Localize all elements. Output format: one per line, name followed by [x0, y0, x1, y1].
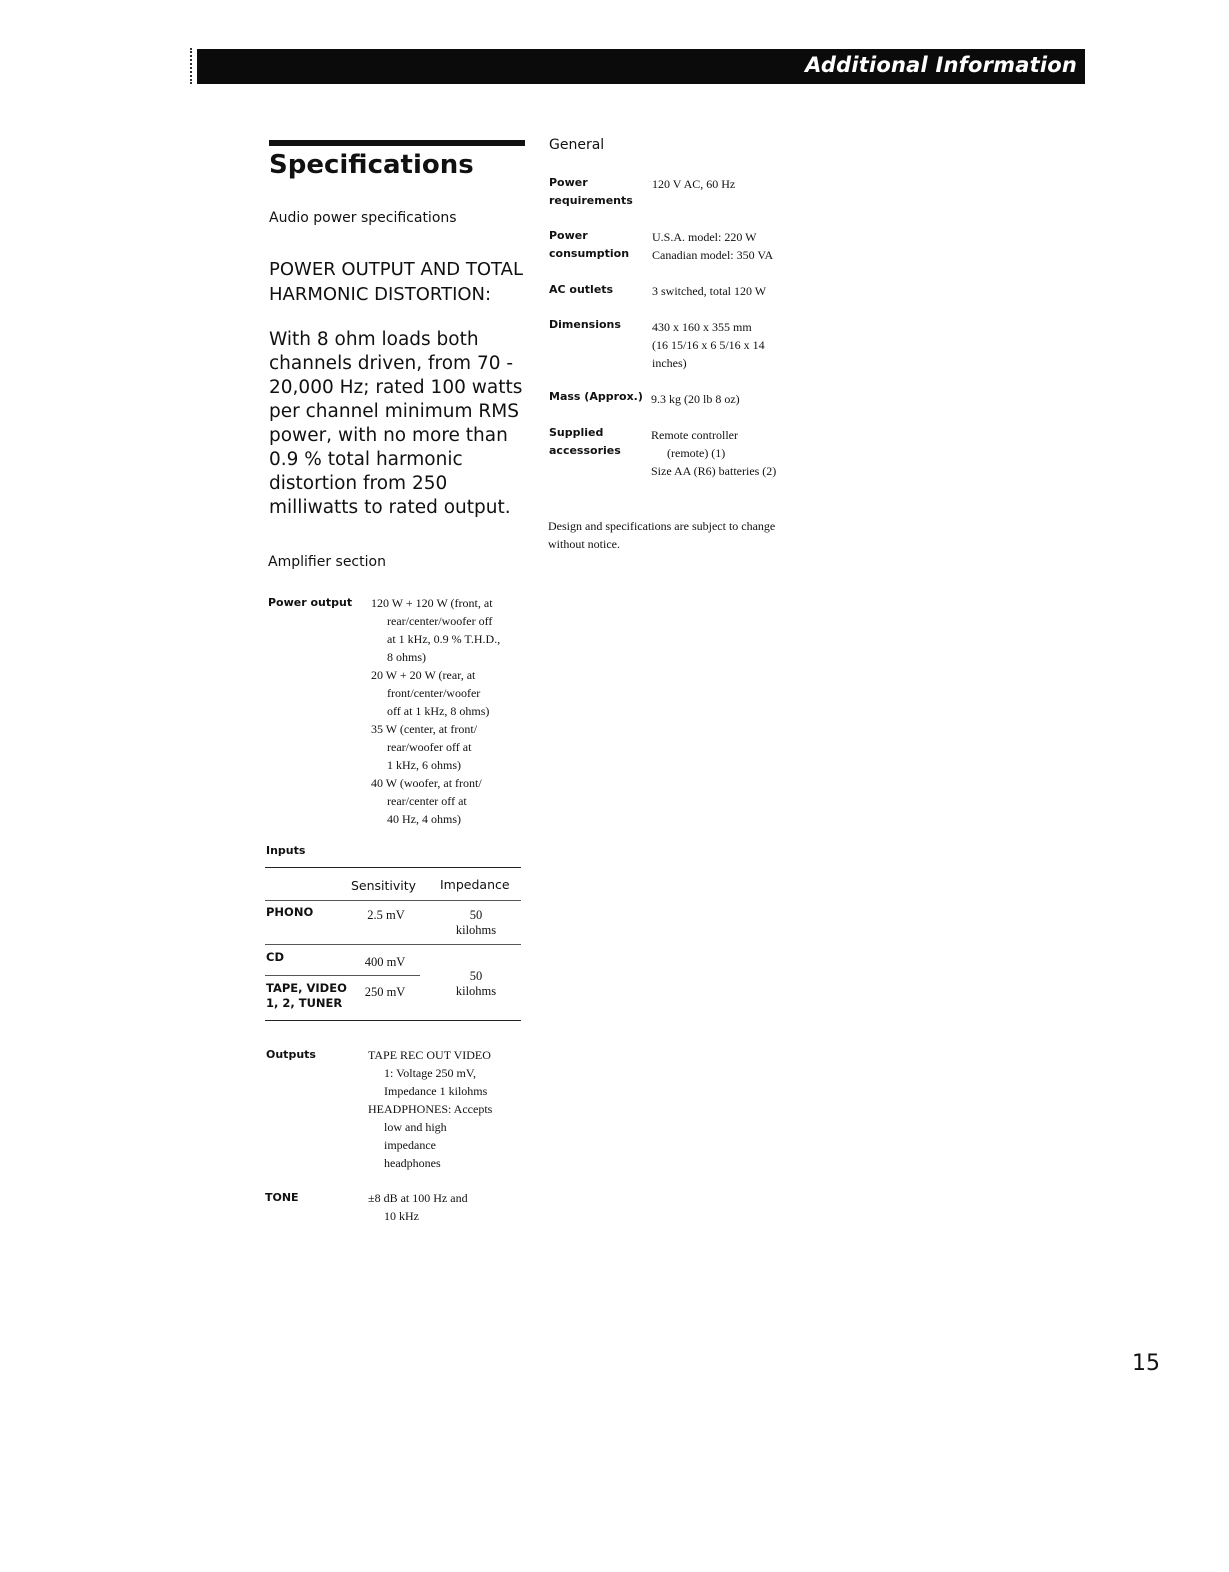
- power-output-lines-line: 35 W (center, at front/: [371, 722, 478, 736]
- power-output-lines-line: 40 W (woofer, at front/: [371, 776, 482, 790]
- inputs-table-top-rule: [265, 867, 521, 868]
- page-title: Specifications: [269, 150, 474, 180]
- tone-lines-line: 10 kHz: [384, 1209, 419, 1223]
- outputs-lines-line: impedance: [384, 1138, 436, 1152]
- power-output-lines-line: at 1 kHz, 0.9 % T.H.D.,: [387, 632, 501, 646]
- power-output-lines-line: front/center/woofer: [387, 686, 481, 700]
- supplied-accessories-label: [549, 424, 621, 460]
- tone-value: [368, 1189, 518, 1225]
- power-output-lines-line: rear/center off at: [387, 794, 467, 808]
- cd-sensitivity: 400 mV: [364, 955, 406, 969]
- power-output-lines-line: rear/center/woofer off: [387, 614, 493, 628]
- dimensions-value-line-3: inches): [652, 356, 687, 370]
- power-consumption-label-line-2: consumption: [549, 247, 630, 260]
- mass-label: Mass (Approx.): [549, 390, 643, 403]
- power-output-caps-line-1: POWER OUTPUT AND TOTAL: [269, 259, 523, 280]
- dimensions-value-line-1: 430 x 160 x 355 mm: [652, 320, 752, 334]
- tape-label-line-1: TAPE, VIDEO: [266, 981, 347, 995]
- tone-lines-line: ±8 dB at 100 Hz and: [368, 1191, 468, 1205]
- power-consumption-value: [652, 228, 773, 264]
- inputs-header-rule: [265, 900, 521, 901]
- power-output-lines-line: 120 W + 120 W (front, at: [371, 596, 493, 610]
- supplied-batteries: Size AA (R6) batteries (2): [651, 464, 777, 478]
- power-output-lines-line: 20 W + 20 W (rear, at: [371, 668, 476, 682]
- rated-power-paragraph: With 8 ohm loads both channels driven, from 70 - 20,000 Hz; rated 100 watts per channel minimum RMS power, with no more than 0.9 % total harmonic distortion from 250 milliwatts to rated output.: [269, 329, 523, 518]
- power-consumption-label: [549, 227, 629, 263]
- outputs-value: [368, 1046, 533, 1172]
- audio-power-heading: Audio power specifications: [269, 210, 457, 226]
- power-requirements-value: 120 V AC, 60 Hz: [652, 177, 736, 191]
- page-number: 15: [1132, 1351, 1160, 1376]
- tape-label-line-2: 1, 2, TUNER: [266, 996, 343, 1010]
- power-output-lines-line: off at 1 kHz, 8 ohms): [387, 704, 490, 718]
- supplied-accessories-label-line-1: Supplied: [549, 426, 604, 439]
- power-consumption-canada: Canadian model: 350 VA: [652, 248, 774, 262]
- inputs-table-bottom-rule: [265, 1020, 521, 1021]
- tape-video-tuner-label: [266, 981, 347, 1011]
- power-output-lines-line: rear/woofer off at: [387, 740, 472, 754]
- power-output-caps-heading: [269, 257, 529, 307]
- phono-sensitivity: 2.5 mV: [367, 908, 405, 922]
- dimensions-value-line-2: (16 15/16 x 6 5/16 x 14: [652, 338, 765, 352]
- supplied-accessories-value: [651, 426, 776, 480]
- power-consumption-label-line-1: Power: [549, 229, 588, 242]
- phono-row-rule: [265, 944, 521, 945]
- general-heading: General: [549, 137, 605, 153]
- power-output-value: [371, 594, 531, 828]
- cd-label: CD: [266, 950, 284, 964]
- section-header-title: Additional Information: [805, 53, 1077, 77]
- tone-label: TONE: [265, 1191, 299, 1204]
- power-output-caps-line-2: HARMONIC DISTORTION:: [269, 284, 492, 305]
- title-rule: [269, 140, 525, 146]
- supplied-remote-count: (remote) (1): [667, 446, 726, 460]
- power-consumption-usa: U.S.A. model: 220 W: [652, 230, 757, 244]
- amplifier-heading: Amplifier section: [268, 554, 386, 570]
- inputs-col-impedance: Impedance: [440, 877, 510, 892]
- power-output-label: Power output: [268, 596, 353, 609]
- power-output-lines-line: 8 ohms): [387, 650, 426, 664]
- power-requirements-label-line-1: Power: [549, 176, 588, 189]
- dimensions-value: [652, 318, 765, 372]
- margin-tick: [190, 48, 194, 84]
- supplied-accessories-label-line-2: accessories: [549, 444, 621, 457]
- tape-sensitivity: 250 mV: [364, 985, 406, 999]
- outputs-lines-line: 1: Voltage 250 mV,: [384, 1066, 477, 1080]
- power-output-lines-line: 1 kHz, 6 ohms): [387, 758, 461, 772]
- specifications-notice: Design and specifications are subject to change without notice.: [548, 519, 776, 551]
- ac-outlets-value: 3 switched, total 120 W: [652, 284, 767, 298]
- outputs-lines-line: Impedance 1 kilohms: [384, 1084, 488, 1098]
- outputs-label: Outputs: [266, 1048, 316, 1061]
- phono-impedance-unit: kilohms: [455, 923, 497, 937]
- phono-label: PHONO: [266, 905, 314, 919]
- ac-outlets-label: AC outlets: [549, 283, 614, 296]
- phono-impedance-value: 50: [469, 908, 483, 922]
- mass-value: 9.3 kg (20 lb 8 oz): [651, 392, 740, 406]
- power-requirements-label-line-2: requirements: [549, 194, 633, 207]
- shared-impedance-value: 50: [469, 969, 483, 983]
- phono-impedance: [440, 908, 512, 938]
- dimensions-label: Dimensions: [549, 318, 621, 331]
- section-header-bar: [197, 49, 1085, 84]
- inputs-label: Inputs: [266, 844, 306, 857]
- inputs-col-sensitivity: Sensitivity: [351, 878, 417, 893]
- outputs-lines-line: HEADPHONES: Accepts: [368, 1102, 493, 1116]
- outputs-lines-line: TAPE REC OUT VIDEO: [368, 1048, 491, 1062]
- cd-row-rule: [265, 975, 420, 976]
- shared-impedance-unit: kilohms: [455, 984, 497, 998]
- supplied-remote: Remote controller: [651, 428, 738, 442]
- shared-impedance: [440, 969, 512, 999]
- outputs-lines-line: headphones: [384, 1156, 441, 1170]
- power-requirements-label: [549, 174, 633, 210]
- power-output-lines-line: 40 Hz, 4 ohms): [387, 812, 461, 826]
- outputs-lines-line: low and high: [384, 1120, 447, 1134]
